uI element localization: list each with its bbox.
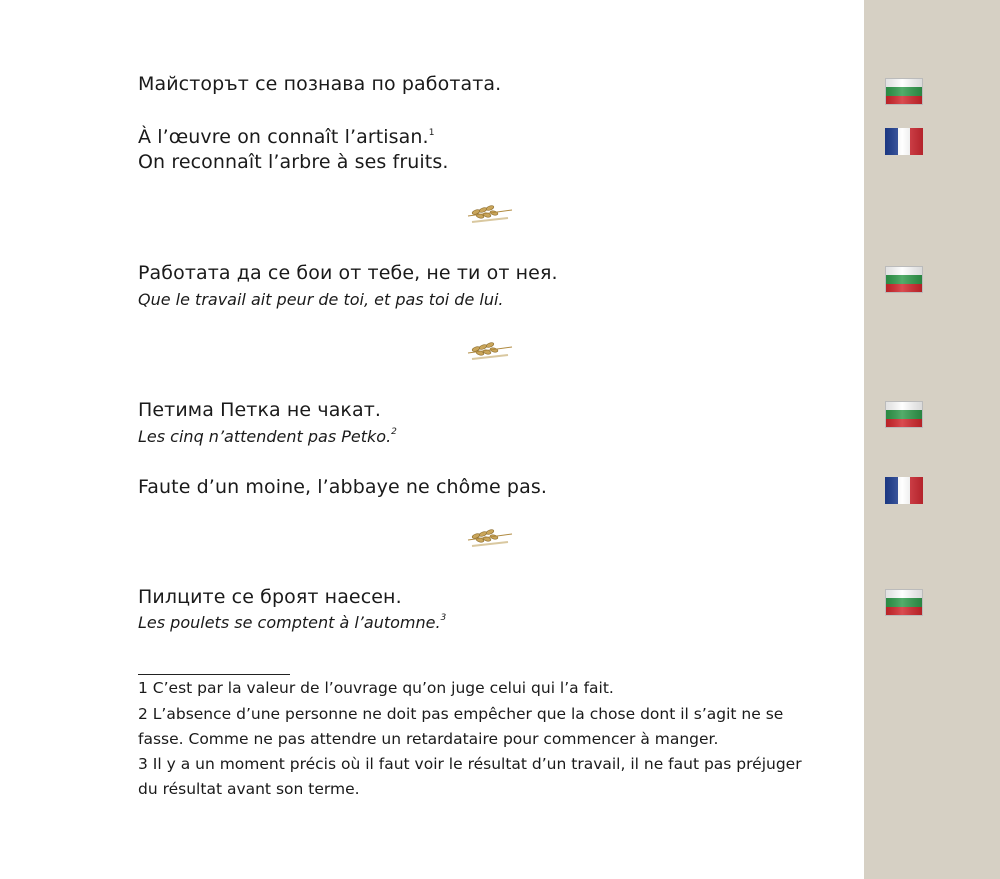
proverb-5-translation: Les poulets se comptent à l’automne.$^3$ [138, 613, 447, 632]
footnote-ref-3: 3 [440, 613, 447, 623]
footnote-2-line-1: 2 L’absence d’une personne ne doit pas empêcher que la chose dont il s’agit ne se [138, 705, 784, 723]
proverb-1-french-b: On reconnaît l’arbre à ses fruits. [138, 151, 449, 173]
wheat-ornament-icon [462, 524, 518, 552]
proverb-4-french: Faute d’un moine, l’abbaye ne chôme pas. [138, 476, 547, 498]
wheat-ornament-icon [462, 337, 518, 365]
bulgaria-flag-icon [885, 78, 923, 105]
proverb-5-bulgarian: Пилците се броят наесен. [138, 586, 402, 608]
footnote-1: 1 C’est par la valeur de l’ouvrage qu’on juge celui qui l’a fait. [138, 679, 614, 697]
footnote-ref-2: 2 [391, 427, 397, 437]
proverb-1-french-a: À l’œuvre on connaît l’artisan.$^1$ [138, 126, 435, 148]
bulgaria-flag-icon [885, 266, 923, 293]
footnote-separator [138, 674, 290, 675]
bulgaria-flag-icon [885, 401, 923, 428]
proverb-3-translation: Les cinq n’attendent pas Petko.$^2$ [138, 427, 397, 446]
footnote-2-line-2: fasse. Comme ne pas attendre un retardataire pour commencer à manger. [138, 730, 719, 748]
france-flag-icon [885, 128, 923, 155]
proverb-3-bulgarian: Петима Петка не чакат. [138, 399, 382, 421]
wheat-ornament-icon [462, 200, 518, 228]
proverb-1-bulgarian: Майсторът се познава по работата. [138, 73, 502, 95]
footnote-3-line-2: du résultat avant son terme. [138, 780, 360, 798]
proverb-2-bulgarian: Работата да се бои от тебе, не ти от нея. [138, 262, 558, 284]
proverb-2-translation: Que le travail ait peur de toi, et pas toi de lui. [138, 290, 504, 309]
bulgaria-flag-icon [885, 589, 923, 616]
france-flag-icon [885, 477, 923, 504]
footnote-3-line-1: 3 Il y a un moment précis où il faut voir le résultat d’un travail, il ne faut pas préjuger [138, 755, 802, 773]
footnote-ref-1: 1 [428, 128, 435, 138]
